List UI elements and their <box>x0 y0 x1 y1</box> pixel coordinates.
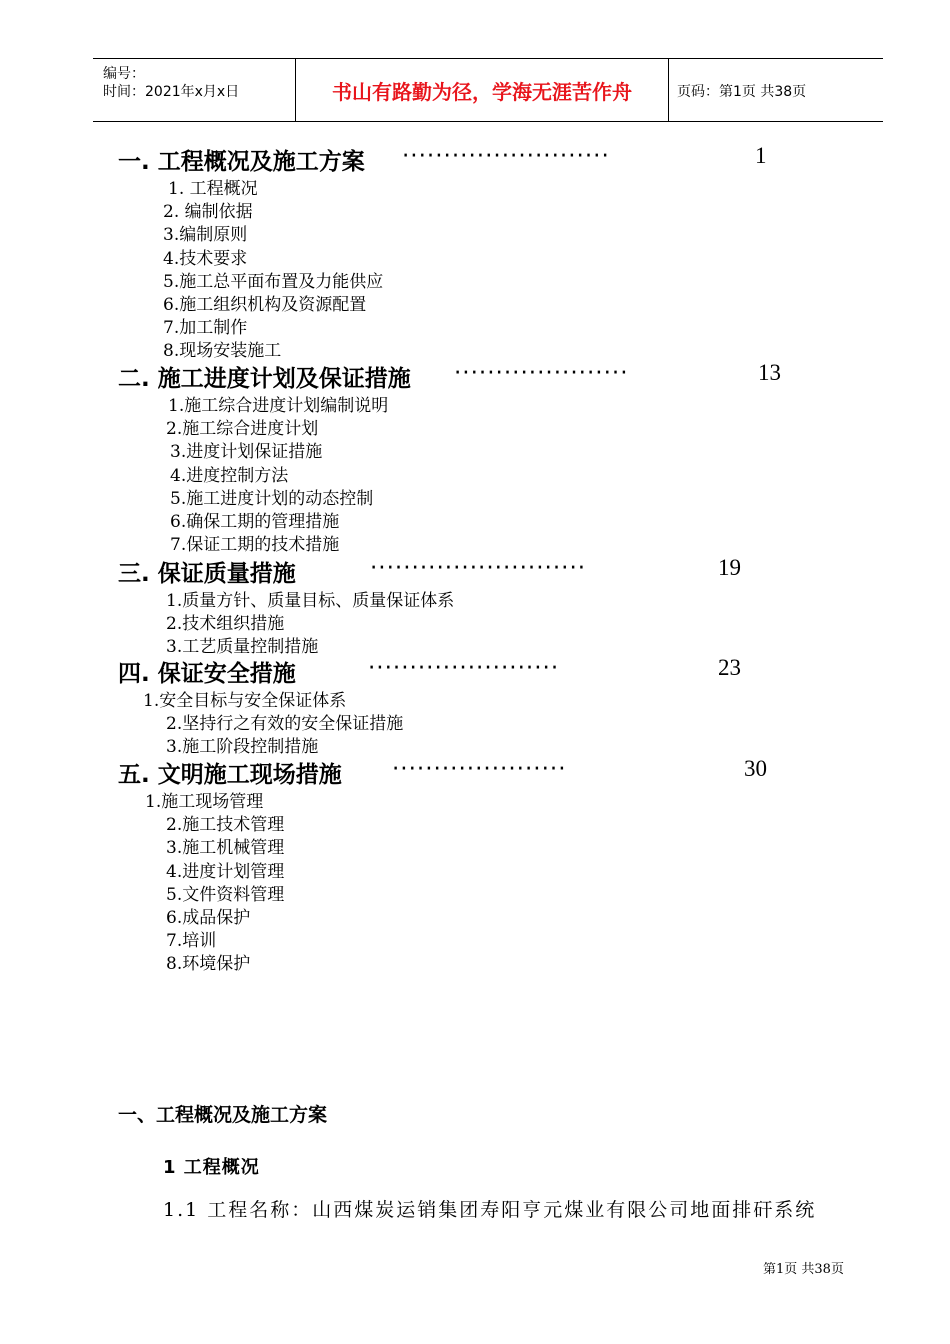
toc-item: 6.成品保护 <box>166 908 251 928</box>
motto: 书山有路勤为径，学海无涯苦作舟 <box>332 80 632 104</box>
toc-page-number: 23 <box>718 655 741 680</box>
toc-dot-leader: ······················· <box>368 655 560 681</box>
toc-page-number: 1 <box>755 143 767 168</box>
toc-heading <box>118 655 741 688</box>
toc-dot-leader: ····················· <box>454 360 629 386</box>
toc-dot-leader: ·························· <box>370 555 587 581</box>
toc-heading-title: 四. 保证安全措施 <box>118 661 296 687</box>
toc-item: 3.编制原则 <box>163 225 248 246</box>
toc-dot-leader: ····················· <box>392 756 567 782</box>
toc-item: 5.文件资料管理 <box>166 884 285 905</box>
toc-item: 4.技术要求 <box>163 248 248 269</box>
header-right-cell <box>669 59 883 121</box>
toc-item: 3.工艺质量控制措施 <box>166 637 319 658</box>
toc-heading-title: 一. 工程概况及施工方案 <box>118 149 365 175</box>
toc-item: 2.施工技术管理 <box>166 815 285 836</box>
toc-item: 7.培训 <box>166 931 217 952</box>
header-mid-cell <box>296 59 669 121</box>
toc-heading-title: 五. 文明施工现场措施 <box>118 762 342 788</box>
page-footer: 第1页 共38页 <box>763 1262 844 1277</box>
toc-item: 3.进度计划保证措施 <box>170 442 323 463</box>
page-header <box>93 58 883 122</box>
toc-heading <box>118 756 767 789</box>
toc-heading-title: 三. 保证质量措施 <box>118 561 296 587</box>
toc-item: 4.进度控制方法 <box>170 465 289 486</box>
toc-item: 2.施工综合进度计划 <box>166 419 319 440</box>
toc-page-number: 30 <box>744 756 767 781</box>
toc-item: 1.安全目标与安全保证体系 <box>143 691 347 711</box>
toc-item: 7.保证工期的技术措施 <box>170 535 340 556</box>
toc-dot-leader: ························· <box>402 143 610 169</box>
time-label: 时间：2021年x月x日 <box>103 84 240 100</box>
header-left-cell <box>93 59 296 121</box>
toc-item: 8.环境保护 <box>166 954 251 975</box>
header-page-info: 页码：第1页 共38页 <box>677 84 807 100</box>
toc-item: 2.坚持行之有效的安全保证措施 <box>166 714 404 735</box>
toc-item: 6.施工组织机构及资源配置 <box>163 295 367 315</box>
toc-item: 4.进度计划管理 <box>166 861 285 882</box>
section-title: 一、工程概况及施工方案 <box>118 1104 328 1126</box>
project-name-paragraph: 1.1 工程名称：山西煤炭运销集团寿阳亨元煤业有限公司地面排矸系统 <box>163 1199 817 1221</box>
toc-item: 1.施工现场管理 <box>145 792 264 812</box>
toc-item: 5.施工总平面布置及力能供应 <box>163 271 384 292</box>
toc-item: 2. 编制依据 <box>163 202 253 223</box>
toc-item: 1. 工程概况 <box>168 179 258 199</box>
toc-item: 1.施工综合进度计划编制说明 <box>168 396 389 416</box>
toc-page-number: 13 <box>758 360 781 385</box>
toc-heading <box>118 360 781 393</box>
toc-heading <box>118 143 767 176</box>
toc-item: 3.施工阶段控制措施 <box>166 737 319 758</box>
toc-item: 6.确保工期的管理措施 <box>170 512 340 532</box>
toc-item: 2.技术组织措施 <box>166 614 285 635</box>
toc-item: 5.施工进度计划的动态控制 <box>170 488 374 509</box>
toc-item: 3.施工机械管理 <box>166 838 285 859</box>
toc-item: 7.加工制作 <box>163 318 248 339</box>
toc-heading <box>118 555 741 588</box>
subsection-title: 1 工程概况 <box>163 1157 260 1178</box>
toc-page-number: 19 <box>718 555 741 580</box>
number-label: 编号： <box>103 66 145 82</box>
toc-heading-title: 二. 施工进度计划及保证措施 <box>118 366 411 392</box>
toc-item: 1.质量方针、质量目标、质量保证体系 <box>166 591 455 611</box>
toc-item: 8.现场安装施工 <box>163 341 282 362</box>
